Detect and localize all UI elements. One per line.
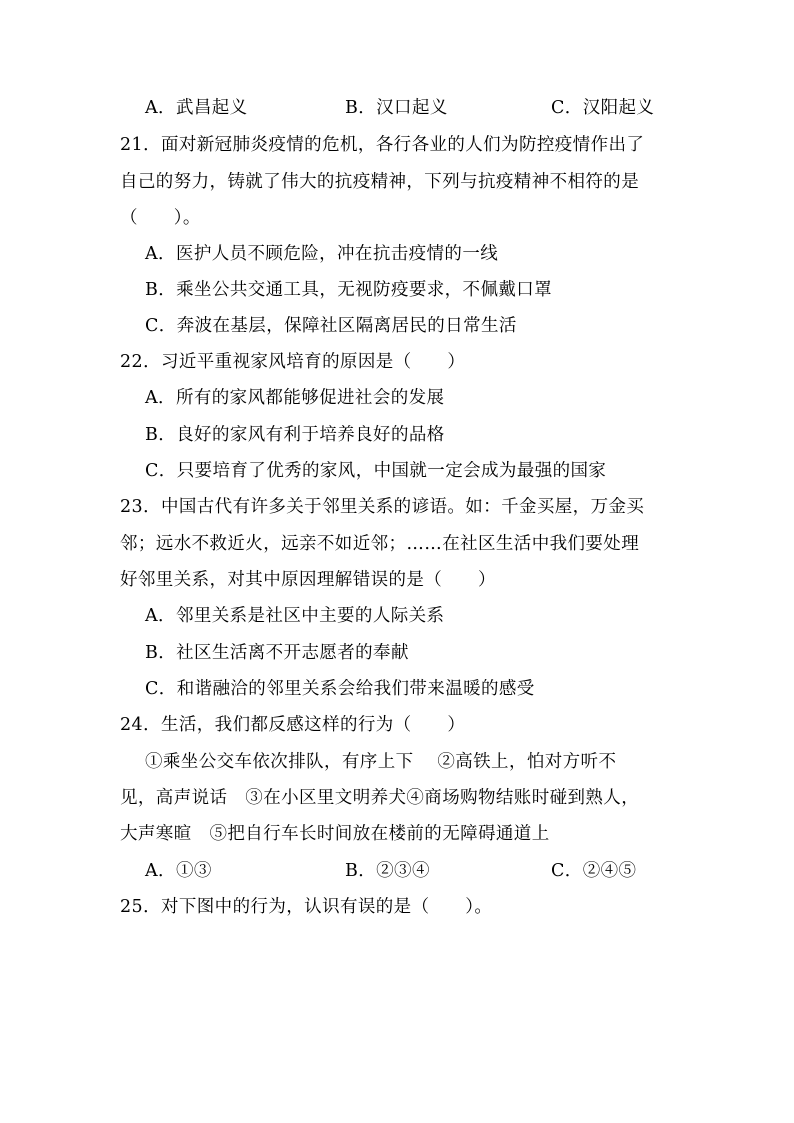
q21-option-a: A．医护人员不顾危险，冲在抗击疫情的一线: [145, 244, 499, 264]
q20-option-c: C．汉阳起义: [551, 98, 655, 118]
q24-stem: 24．生活，我们都反感这样的行为（ ）: [120, 715, 466, 735]
q22-option-a: A．所有的家风都能够促进社会的发展: [145, 388, 445, 408]
q21-option-b: B．乘坐公共交通工具，无视防疫要求，不佩戴口罩: [145, 280, 553, 300]
q24-option-a: A．①③: [145, 861, 212, 881]
q23-stem-line-3: 好邻里关系，对其中原因理解错误的是（ ）: [120, 570, 496, 590]
q20-option-a: A．武昌起义: [145, 98, 248, 118]
q23-stem-line-1: 23．中国古代有许多关于邻里关系的谚语。如：千金买屋，万金买: [120, 497, 645, 517]
q23-option-b: B．社区生活离不开志愿者的奉献: [145, 643, 409, 663]
q21-option-c: C．奔波在基层，保障社区隔离居民的日常生活: [145, 316, 517, 336]
q22-option-c: C．只要培育了优秀的家风，中国就一定会成为最强的国家: [145, 461, 607, 481]
q20-option-b: B．汉口起义: [345, 98, 448, 118]
q24-statements-line-2: 见，高声说话 ③在小区里文明养犬④商场购物结账时碰到熟人，: [120, 788, 640, 808]
q24-option-b: B．②③④: [345, 861, 430, 881]
q22-option-b: B．良好的家风有利于培养良好的品格: [145, 425, 445, 445]
q21-stem-line-2: 自己的努力，铸就了伟大的抗疫精神，下列与抗疫精神不相符的是: [120, 172, 640, 192]
q23-option-a: A．邻里关系是社区中主要的人际关系: [145, 606, 445, 626]
q25-stem: 25．对下图中的行为，认识有误的是（ ）。: [120, 897, 493, 917]
q24-statements-line-1: ①乘坐公交车依次排队，有序上下 ②高铁上，怕对方听不: [145, 752, 617, 772]
q23-stem-line-2: 邻；远水不救近火，远亲不如近邻；……在社区生活中我们要处理: [120, 534, 640, 554]
q24-statements-line-3: 大声寒暄 ⑤把自行车长时间放在楼前的无障碍通道上: [120, 824, 550, 844]
q21-stem-line-1: 21．面对新冠肺炎疫情的危机，各行各业的人们为防控疫情作出了: [120, 135, 645, 155]
q23-option-c: C．和谐融洽的邻里关系会给我们带来温暖的感受: [145, 679, 535, 699]
q21-stem-line-3: （ ）。: [120, 208, 201, 228]
q24-option-c: C．②④⑤: [551, 861, 637, 881]
q22-stem: 22．习近平重视家风培育的原因是（ ）: [120, 352, 466, 372]
